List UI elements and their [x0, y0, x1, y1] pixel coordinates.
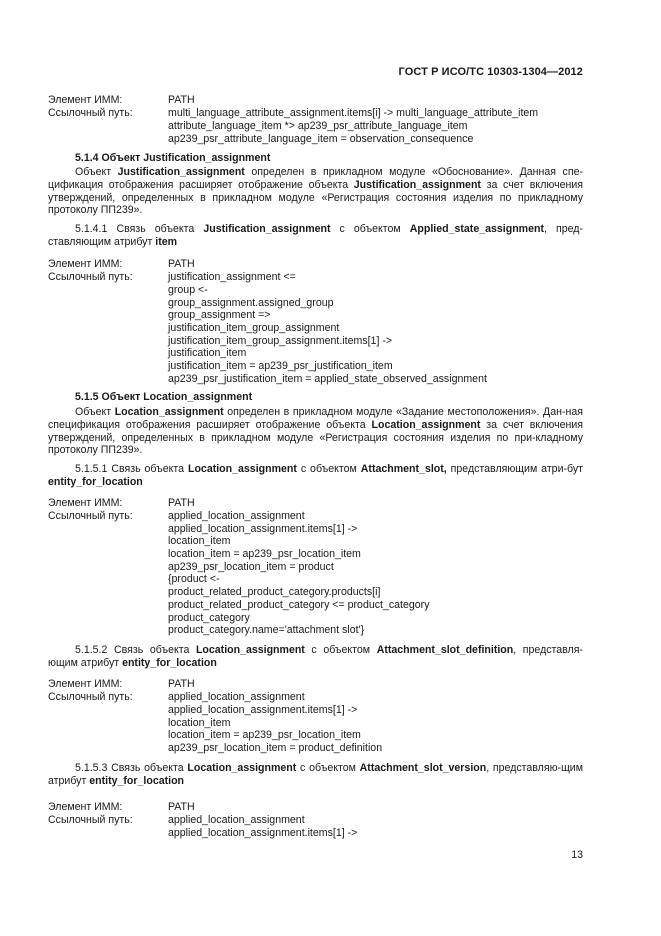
paragraph: Объект Location_assignment определен в прикладном модуле «Задание местоположения». Дан-ная спецификация отображения расширяет отображение объекта Location_assignment за счет включения утверждений, определенных в прикладном модуле «Регистрация состояния изделия по при-кладному протоколу ПП239».: [48, 406, 583, 457]
ref-path-label: Ссылочный путь:: [48, 510, 133, 522]
imm-element-value: PATH: [168, 801, 195, 813]
document-header: ГОСТ Р ИСО/ТС 10303-1304—2012: [398, 66, 583, 78]
ref-path-line: multi_language_attribute_assignment.items[i] -> multi_language_attribute_item: [168, 107, 539, 119]
paragraph: 5.1.5.1 Связь объекта Location_assignment с объектом Attachment_slot, представляющим атри-бут entity_for_location: [48, 463, 583, 488]
ref-path-label: Ссылочный путь:: [48, 107, 133, 119]
ref-path-line: ap239_psr_location_item = product_definition: [168, 742, 383, 754]
ref-path-line: ap239_psr_attribute_language_item = observation_consequence: [168, 133, 474, 145]
ref-path-label: Ссылочный путь:: [48, 271, 133, 283]
imm-element-value: PATH: [168, 497, 195, 509]
ref-path-line: location_item: [168, 717, 231, 729]
ref-path-line: product_related_product_category.products[i]: [168, 586, 381, 598]
ref-path-line: applied_location_assignment.items[1] ->: [168, 827, 358, 839]
section-heading: 5.1.5 Объект Location_assignment: [75, 391, 253, 403]
ref-path-line: justification_item_group_assignment: [168, 322, 340, 334]
ref-path-label: Ссылочный путь:: [48, 814, 133, 826]
ref-path-line: justification_item_group_assignment.items[1] ->: [168, 335, 393, 347]
imm-element-label: Элемент ИММ:: [48, 258, 123, 270]
imm-element-value: PATH: [168, 258, 195, 270]
ref-path-line: group_assignment.assigned_group: [168, 297, 334, 309]
ref-path-line: applied_location_assignment: [168, 814, 305, 826]
imm-element-label: Элемент ИММ:: [48, 497, 123, 509]
ref-path-line: justification_assignment <=: [168, 271, 296, 283]
imm-element-label: Элемент ИММ:: [48, 678, 123, 690]
paragraph: 5.1.4.1 Связь объекта Justification_assignment с объектом Applied_state_assignment, пред-ставляющим атрибут item: [48, 223, 583, 248]
ref-path-line: location_item: [168, 535, 231, 547]
imm-element-value: PATH: [168, 678, 195, 690]
ref-path-line: applied_location_assignment.items[1] ->: [168, 704, 358, 716]
ref-path-line: applied_location_assignment.items[1] ->: [168, 523, 358, 535]
imm-element-value: PATH: [168, 94, 195, 106]
ref-path-line: {product <-: [168, 573, 220, 585]
section-heading: 5.1.4 Объект Justification_assignment: [75, 152, 271, 164]
ref-path-line: group <-: [168, 284, 208, 296]
ref-path-line: justification_item: [168, 347, 247, 359]
ref-path-line: ap239_psr_location_item = product: [168, 561, 334, 573]
ref-path-line: location_item = ap239_psr_location_item: [168, 548, 361, 560]
imm-element-label: Элемент ИММ:: [48, 801, 123, 813]
paragraph: 5.1.5.3 Связь объекта Location_assignment с объектом Attachment_slot_version, представляю-щим атрибут entity_for_location: [48, 762, 583, 787]
ref-path-line: group_assignment =>: [168, 309, 271, 321]
ref-path-line: attribute_language_item *> ap239_psr_attribute_language_item: [168, 120, 468, 132]
paragraph: Объект Justification_assignment определен в прикладном модуле «Обоснование». Данная спе-цификация отображения расширяет отображение объекта Justification_assignment за счет включения утверждений, определенных в прикладном модуле «Регистрация состояния изделия по прикладному протоколу ПП239».: [48, 166, 583, 217]
ref-path-line: product_category.name='attachment slot'}: [168, 624, 365, 636]
ref-path-line: applied_location_assignment: [168, 510, 305, 522]
ref-path-line: location_item = ap239_psr_location_item: [168, 729, 361, 741]
imm-element-label: Элемент ИММ:: [48, 94, 123, 106]
ref-path-line: product_category: [168, 612, 250, 624]
ref-path-line: applied_location_assignment: [168, 691, 305, 703]
ref-path-line: product_related_product_category <= product_category: [168, 599, 430, 611]
page-number: 13: [571, 849, 583, 861]
ref-path-label: Ссылочный путь:: [48, 691, 133, 703]
paragraph: 5.1.5.2 Связь объекта Location_assignment с объектом Attachment_slot_definition, представля-ющим атрибут entity_for_location: [48, 644, 584, 669]
ref-path-line: justification_item = ap239_psr_justification_item: [168, 360, 393, 372]
ref-path-line: ap239_psr_justification_item = applied_state_observed_assignment: [168, 373, 487, 385]
